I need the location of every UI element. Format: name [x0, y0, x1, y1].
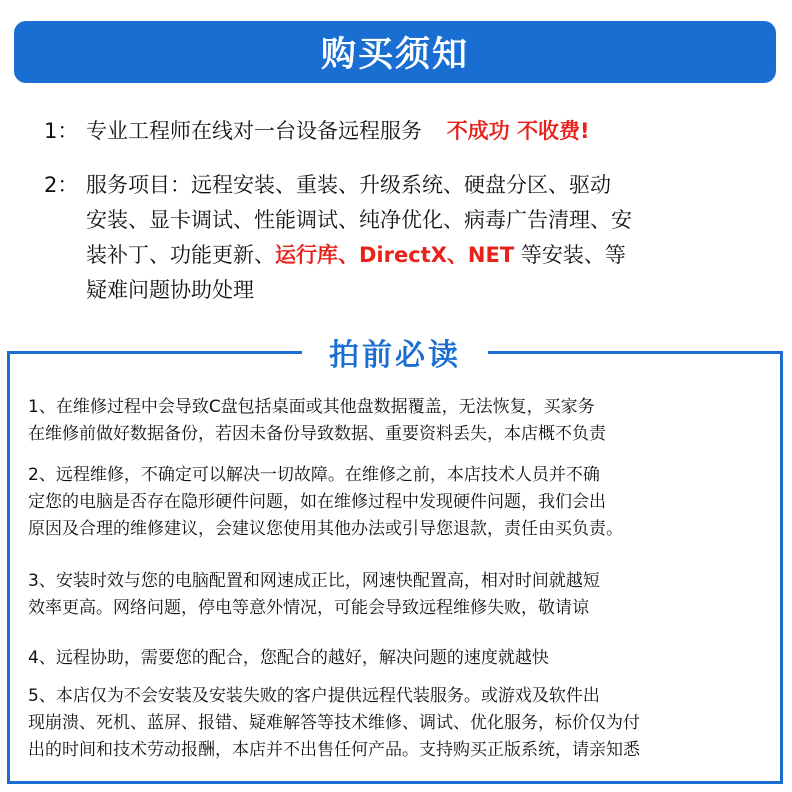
notice-line: 5、本店仅为不会安装及安装失败的客户提供远程代装服务。或游戏及软件出 [28, 686, 600, 706]
item-number: 1： [44, 119, 79, 143]
notice-line: 1、在维修过程中会导致C盘包括桌面或其他盘数据覆盖，无法恢复，买家务 [28, 397, 595, 417]
runtime-highlight: 运行库、DirectX、NET [275, 243, 515, 267]
service-item-1 [44, 114, 764, 150]
notice-item-3 [28, 568, 776, 622]
notice-item-5 [28, 683, 776, 764]
item-line: 疑难问题协助处理 [86, 278, 254, 302]
item-line-part: 等安装、等 [514, 243, 626, 267]
item-line [86, 238, 766, 273]
no-success-no-fee-highlight: 不成功 不收费! [446, 119, 590, 143]
notice-line: 原因及合理的维修建议，会建议您使用其他办法或引导您退款，责任由买负责。 [28, 519, 623, 539]
service-item-2 [44, 168, 764, 308]
notice-title: 拍前必读 [302, 330, 488, 374]
notice-line: 出的时间和技术劳动报酬，本店并不出售任何产品。支持购买正版系统，请亲知悉 [28, 740, 640, 760]
item-text [86, 168, 766, 308]
item-line: 服务项目：远程安装、重装、升级系统、硬盘分区、驱动 [86, 173, 611, 197]
item-line: 安装、显卡调试、性能调试、纯净优化、病毒广告清理、安 [86, 208, 632, 232]
page-title: 购买须知 [320, 35, 469, 75]
notice-line: 在维修前做好数据备份，若因未备份导致数据、重要资料丢失，本店概不负责 [28, 424, 606, 444]
item-line-part: 装补丁、功能更新、 [86, 243, 275, 267]
header-banner [14, 21, 776, 83]
notice-line: 定您的电脑是否存在隐形硬件问题，如在维修过程中发现硬件问题，我们会出 [28, 492, 606, 512]
item-text-main: 专业工程师在线对一台设备远程服务 [86, 119, 422, 143]
notice-line: 4、远程协助，需要您的配合，您配合的越好，解决问题的速度就越快 [28, 648, 549, 668]
notice-item-4 [28, 645, 776, 672]
notice-line: 2、远程维修，不确定可以解决一切故障。在维修之前，本店技术人员并不确 [28, 465, 600, 485]
notice-item-1 [28, 394, 776, 448]
notice-item-2 [28, 462, 776, 543]
item-number: 2： [44, 173, 79, 197]
notice-line: 效率更高。网络问题，停电等意外情况，可能会导致远程维修失败，敬请谅 [28, 598, 589, 618]
notice-line: 3、安装时效与您的电脑配置和网速成正比，网速快配置高，相对时间就越短 [28, 571, 600, 591]
item-text [86, 114, 590, 149]
notice-line: 现崩溃、死机、蓝屏、报错、疑难解答等技术维修、调试、优化服务，标价仅为付 [28, 713, 640, 733]
